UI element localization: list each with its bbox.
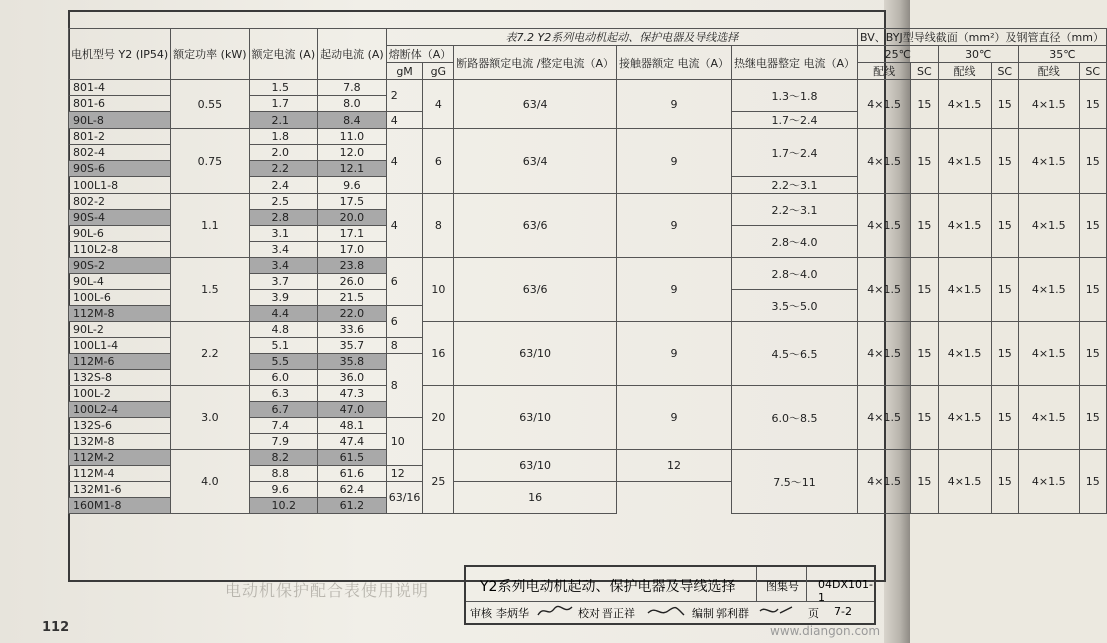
motor-model: 802-2 (69, 194, 171, 210)
wire-section: 4×1.5 (938, 258, 991, 322)
fuse-gm: 6 (386, 258, 423, 306)
header-35c: 35℃ (1018, 46, 1106, 63)
checker-name: 晋正祥 (602, 607, 635, 620)
start-current: 22.0 (318, 306, 387, 322)
start-current: 8.4 (318, 112, 387, 129)
header-25c: 25℃ (858, 46, 938, 63)
start-current: 17.1 (318, 226, 387, 242)
contactor-current: 9 (616, 258, 731, 322)
header-model: 电机型号 Y2 (IP54) (69, 29, 171, 80)
conduit-diameter: 15 (1079, 386, 1106, 450)
start-current: 61.5 (318, 450, 387, 466)
rated-current: 2.5 (249, 194, 318, 210)
contactor-current: 9 (616, 322, 731, 386)
rated-current: 3.7 (249, 274, 318, 290)
rated-power: 3.0 (171, 386, 249, 450)
motor-model: 110L2-8 (69, 242, 171, 258)
start-current: 12.0 (318, 145, 387, 161)
header-gg: gG (423, 63, 454, 80)
conduit-diameter: 15 (911, 258, 938, 322)
reviewer-name: 李炳华 (496, 607, 529, 620)
motor-model: 90L-4 (69, 274, 171, 290)
relay-setting: 2.2～3.1 (732, 177, 858, 194)
rated-current: 2.0 (249, 145, 318, 161)
rated-current: 3.9 (249, 290, 318, 306)
start-current: 8.0 (318, 96, 387, 112)
rated-current: 4.8 (249, 322, 318, 338)
motor-model: 112M-2 (69, 450, 171, 466)
rated-power: 1.5 (171, 258, 249, 322)
motor-model: 112M-8 (69, 306, 171, 322)
relay-setting: 6.0～8.5 (732, 386, 858, 450)
rated-current: 3.1 (249, 226, 318, 242)
wire-section: 4×1.5 (858, 386, 911, 450)
fuse-gm: 8 (386, 338, 423, 354)
wire-section: 4×1.5 (1018, 80, 1079, 129)
start-current: 48.1 (318, 418, 387, 434)
wire-section: 4×1.5 (858, 129, 911, 194)
motor-model: 90S-2 (69, 258, 171, 274)
start-current: 35.8 (318, 354, 387, 370)
wire-section: 4×1.5 (858, 194, 911, 258)
rated-current: 7.4 (249, 418, 318, 434)
start-current: 12.1 (318, 161, 387, 177)
conduit-diameter: 15 (991, 450, 1018, 514)
breaker-current: 63/4 (454, 129, 617, 194)
conduit-diameter: 15 (911, 322, 938, 386)
rated-current: 8.2 (249, 450, 318, 466)
start-current: 11.0 (318, 129, 387, 145)
conduit-diameter: 15 (1079, 450, 1106, 514)
motor-model: 100L1-4 (69, 338, 171, 354)
start-current: 20.0 (318, 210, 387, 226)
conduit-diameter: 15 (1079, 322, 1106, 386)
contactor-current: 9 (616, 194, 731, 258)
wire-section: 4×1.5 (1018, 322, 1079, 386)
fuse-gg: 4 (423, 80, 454, 129)
table-row (69, 80, 1107, 96)
start-current: 61.2 (318, 498, 387, 514)
fuse-gg: 25 (423, 450, 454, 514)
table-row (69, 258, 1107, 274)
header-breaker: 断路器额定电流 /整定电流（A） (454, 46, 617, 80)
rated-current: 6.0 (249, 370, 318, 386)
motor-model: 132S-6 (69, 418, 171, 434)
rated-power: 1.1 (171, 194, 249, 258)
page-number: 112 (42, 620, 70, 635)
conduit-diameter: 15 (1079, 129, 1106, 194)
bleed-through-text: 电动机保护配合表使用说明 (225, 581, 430, 600)
wire-section: 4×1.5 (858, 322, 911, 386)
header-start-current: 起动电流 (A) (318, 29, 387, 80)
conduit-diameter: 15 (991, 80, 1018, 129)
motor-model: 100L1-8 (69, 177, 171, 194)
breaker-current: 63/10 (454, 322, 617, 386)
motor-model: 801-4 (69, 80, 171, 96)
breaker-current: 63/10 (454, 386, 617, 450)
fuse-gm: 4 (386, 112, 423, 129)
motor-model: 112M-4 (69, 466, 171, 482)
fuse-gg: 6 (423, 129, 454, 194)
conduit-diameter: 15 (911, 450, 938, 514)
relay-setting: 3.5～5.0 (732, 290, 858, 322)
start-current: 47.0 (318, 402, 387, 418)
wire-section: 4×1.5 (938, 386, 991, 450)
fuse-gm: 12 (386, 466, 423, 482)
motor-model: 90L-2 (69, 322, 171, 338)
fuse-gm: 4 (386, 194, 423, 258)
wire-section: 4×1.5 (1018, 129, 1079, 194)
conduit-diameter: 15 (911, 194, 938, 258)
start-current: 21.5 (318, 290, 387, 306)
header-wire: BV、BYJ型导线截面（mm²）及钢管直径（mm） (858, 29, 1107, 46)
wire-section: 4×1.5 (938, 322, 991, 386)
motor-model: 802-4 (69, 145, 171, 161)
page-label: 页 (808, 607, 819, 620)
motor-model: 100L2-4 (69, 402, 171, 418)
header-power: 额定功率 (kW) (171, 29, 249, 80)
wire-section: 4×1.5 (938, 194, 991, 258)
drawing-title: Y2系列电动机起动、保护电器及导线选择 (480, 579, 736, 595)
review-label: 审核 (470, 607, 492, 620)
rated-current: 5.1 (249, 338, 318, 354)
rated-current: 3.4 (249, 258, 318, 274)
fuse-gg: 20 (423, 386, 454, 450)
table-row (69, 129, 1107, 145)
wire-section: 4×1.5 (1018, 194, 1079, 258)
motor-model: 90L-6 (69, 226, 171, 242)
wire-section: 4×1.5 (1018, 386, 1079, 450)
motor-model: 112M-6 (69, 354, 171, 370)
contactor-current: 16 (454, 482, 617, 514)
conduit-diameter: 15 (991, 194, 1018, 258)
header-sc: SC (1079, 63, 1106, 80)
motor-model: 801-2 (69, 129, 171, 145)
conduit-diameter: 15 (911, 129, 938, 194)
rated-current: 2.1 (249, 112, 318, 129)
wire-section: 4×1.5 (1018, 258, 1079, 322)
rated-current: 5.5 (249, 354, 318, 370)
relay-setting: 7.5～11 (732, 450, 858, 514)
conduit-diameter: 15 (1079, 194, 1106, 258)
start-current: 26.0 (318, 274, 387, 290)
start-current: 36.0 (318, 370, 387, 386)
start-current: 7.8 (318, 80, 387, 96)
header-gm: gM (386, 63, 423, 80)
breaker-current: 63/6 (454, 194, 617, 258)
relay-setting: 1.7～2.4 (732, 129, 858, 177)
rated-power: 2.2 (171, 322, 249, 386)
header-fuse: 熔断体（A） (386, 46, 454, 63)
motor-model: 90L-8 (69, 112, 171, 129)
motor-model: 801-6 (69, 96, 171, 112)
motor-model: 160M1-8 (69, 498, 171, 514)
rated-current: 10.2 (249, 498, 318, 514)
header-wiring: 配线 (1018, 63, 1079, 80)
header-wiring: 配线 (938, 63, 991, 80)
fuse-gg: 16 (423, 322, 454, 386)
motor-model: 100L-2 (69, 386, 171, 402)
rated-current: 6.3 (249, 386, 318, 402)
contactor-current: 9 (616, 386, 731, 450)
rated-current: 2.8 (249, 210, 318, 226)
motor-model: 132M1-6 (69, 482, 171, 498)
check-label: 校对 (578, 607, 600, 620)
start-current: 33.6 (318, 322, 387, 338)
relay-setting: 2.8～4.0 (732, 258, 858, 290)
start-current: 61.6 (318, 466, 387, 482)
start-current: 35.7 (318, 338, 387, 354)
fuse-gm: 2 (386, 80, 423, 112)
rated-current: 3.4 (249, 242, 318, 258)
rated-current: 1.7 (249, 96, 318, 112)
start-current: 62.4 (318, 482, 387, 498)
header-relay: 热继电器整定 电流（A） (732, 46, 858, 80)
header-rated-current: 额定电流 (A) (249, 29, 318, 80)
wire-section: 4×1.5 (938, 129, 991, 194)
fuse-gm: 4 (386, 129, 423, 194)
motor-model: 90S-6 (69, 161, 171, 177)
start-current: 17.5 (318, 194, 387, 210)
table-row (69, 322, 1107, 338)
conduit-diameter: 15 (991, 386, 1018, 450)
header-sc: SC (911, 63, 938, 80)
designer-signature (756, 603, 796, 619)
table-title: 表7.2 Y2系列电动机起动、保护电器及导线选择 (386, 29, 857, 46)
rated-current: 2.4 (249, 177, 318, 194)
conduit-diameter: 15 (911, 80, 938, 129)
contactor-current: 9 (616, 80, 731, 129)
rated-current: 1.8 (249, 129, 318, 145)
conduit-diameter: 15 (991, 129, 1018, 194)
rated-power: 0.75 (171, 129, 249, 194)
start-current: 47.3 (318, 386, 387, 402)
relay-setting: 2.8～4.0 (732, 226, 858, 258)
contactor-current: 9 (616, 129, 731, 194)
breaker-current: 63/6 (454, 258, 617, 322)
breaker-current: 63/10 (454, 450, 617, 482)
relay-setting: 2.2～3.1 (732, 194, 858, 226)
checker-signature (646, 603, 686, 619)
rated-current: 4.4 (249, 306, 318, 322)
reviewer-signature (536, 603, 576, 619)
rated-power: 0.55 (171, 80, 249, 129)
watermark: www.diangon.com (770, 624, 881, 638)
atlas-number-label: 图集号 (766, 580, 799, 593)
wire-section: 4×1.5 (858, 450, 911, 514)
conduit-diameter: 15 (1079, 80, 1106, 129)
fuse-gm: 8 (386, 354, 423, 418)
header-contactor: 接触器额定 电流（A） (616, 46, 731, 80)
rated-current: 6.7 (249, 402, 318, 418)
rated-current: 2.2 (249, 161, 318, 177)
page-number-cell: 7-2 (834, 605, 852, 618)
motor-model: 132S-8 (69, 370, 171, 386)
motor-selection-table (68, 28, 1107, 514)
fuse-gm: 6 (386, 306, 423, 338)
relay-setting: 1.3～1.8 (732, 80, 858, 112)
conduit-diameter: 15 (911, 386, 938, 450)
conduit-diameter: 15 (991, 322, 1018, 386)
motor-model: 132M-8 (69, 434, 171, 450)
designer-name: 郭利群 (716, 607, 749, 620)
fuse-gg: 10 (423, 258, 454, 322)
start-current: 23.8 (318, 258, 387, 274)
header-sc: SC (991, 63, 1018, 80)
atlas-number: 04DX101-1 (818, 578, 873, 604)
conduit-diameter: 15 (1079, 258, 1106, 322)
breaker-current: 63/16 (386, 482, 423, 514)
header-30c: 30℃ (938, 46, 1018, 63)
table-row (69, 450, 1107, 466)
rated-current: 1.5 (249, 80, 318, 96)
start-current: 47.4 (318, 434, 387, 450)
contactor-current: 12 (616, 450, 731, 482)
relay-setting: 4.5～6.5 (732, 322, 858, 386)
wire-section: 4×1.5 (858, 258, 911, 322)
table-row (69, 194, 1107, 210)
fuse-gm: 10 (386, 418, 423, 466)
conduit-diameter: 15 (991, 258, 1018, 322)
relay-setting: 1.7～2.4 (732, 112, 858, 129)
rated-power: 4.0 (171, 450, 249, 514)
rated-current: 7.9 (249, 434, 318, 450)
start-current: 9.6 (318, 177, 387, 194)
design-label: 编制 (692, 607, 714, 620)
start-current: 17.0 (318, 242, 387, 258)
fuse-gg: 8 (423, 194, 454, 258)
wire-section: 4×1.5 (938, 450, 991, 514)
title-block (464, 565, 876, 625)
rated-current: 9.6 (249, 482, 318, 498)
header-wiring: 配线 (858, 63, 911, 80)
wire-section: 4×1.5 (1018, 450, 1079, 514)
wire-section: 4×1.5 (858, 80, 911, 129)
breaker-current: 63/4 (454, 80, 617, 129)
wire-section: 4×1.5 (938, 80, 991, 129)
table-row (69, 386, 1107, 402)
motor-model: 90S-4 (69, 210, 171, 226)
motor-model: 100L-6 (69, 290, 171, 306)
rated-current: 8.8 (249, 466, 318, 482)
